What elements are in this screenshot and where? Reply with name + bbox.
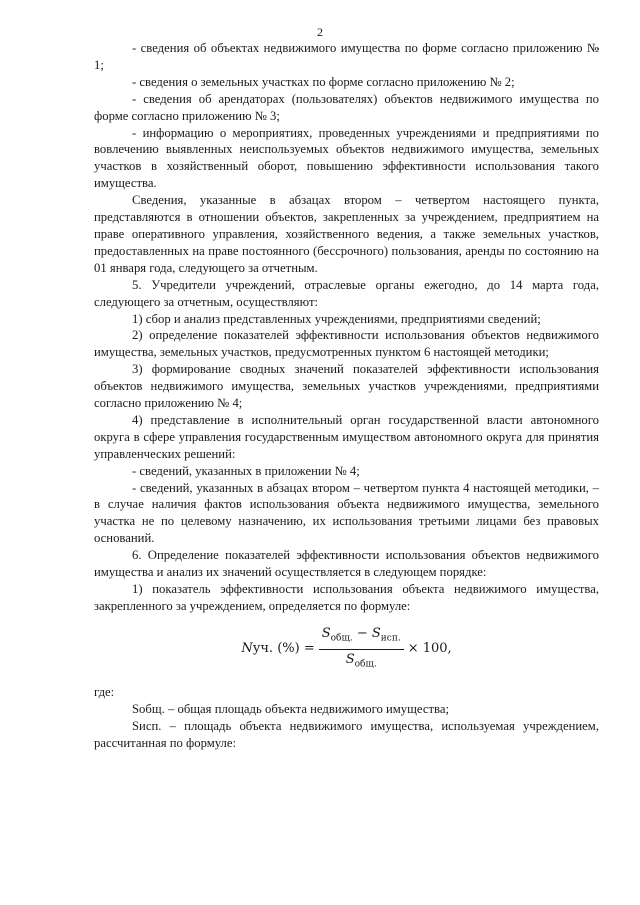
paragraph: - информацию о мероприятиях, проведенных учреждениями и предприятиями по вовлечению выявленных неиспользуемых объектов недвижимого имущества, земельных участков в хозяйственный оборот, повышению эффективности использования такого имущества. (94, 125, 599, 191)
formula-fraction (319, 626, 404, 674)
paragraph: 4) представление в исполнительный орган государственной власти автономного округа в сфере управления государственным имуществом автономного округа для принятия управленческих решений: (94, 412, 599, 461)
document-body (94, 40, 599, 751)
paragraph: - сведений, указанных в приложении № 4; (132, 463, 360, 478)
formula-denominator: $S_{общ.}$ (345, 652, 377, 670)
paragraph: Сведения, указанные в абзацах втором – четвертом настоящего пункта, представляются в отношении объектов, закрепленных за учреждением, предприятием на праве оперативного управления, хозяйственного ведения, а также земельных участков, предоставленных на праве постоянного (бессрочного) пользования, аренды по состоянию на 01 января года, следующего за отчетным. (94, 193, 599, 275)
paragraph: 5. Учредители учреждений, отраслевые органы ежегодно, до 14 марта года, следующего за отчетным, осуществляют: (94, 277, 599, 309)
paragraph: - сведения о земельных участках по форме согласно приложению № 2; (132, 74, 515, 89)
efficiency-formula (94, 626, 599, 674)
definition: Sисп. – площадь объекта недвижимого имущества, используемая учреждением, рассчитанная по формуле: (94, 718, 599, 750)
paragraph: 1) сбор и анализ представленных учреждениями, предприятиями сведений; (132, 311, 541, 326)
formula-numerator: $S_{общ.} - S_{исп.}$ (319, 626, 404, 651)
paragraph: 1) показатель эффективности использования объекта недвижимого имущества, закрепленного за учреждением, определяется по формуле: (94, 582, 599, 613)
definition: Sобщ. – общая площадь объекта недвижимого имущества; (132, 701, 450, 716)
formula-lhs-symbol: N (241, 641, 253, 657)
paragraph: 2) определение показателей эффективности использования объектов недвижимого имущества, земельных участков, предусмотренных пунктом 6 настоящей методики; (94, 328, 599, 360)
paragraph: 3) формирование сводных значений показателей эффективности использования объектов недвижимого имущества, земельных участков учреждениями, предприятиями согласно приложению № 4; (94, 362, 599, 411)
paragraph: 6. Определение показателей эффективности использования объектов недвижимого имущества и анализ их значений осуществляется в следующем порядке: (94, 548, 599, 580)
formula-lhs-rest: уч. (%) = (252, 641, 315, 657)
paragraph: - сведения об объектах недвижимого имущества по форме согласно приложению № 1; (94, 41, 599, 72)
formula-tail: × 100, (407, 641, 452, 657)
page-number: 2 (317, 25, 323, 39)
where-label: где: (94, 684, 115, 699)
paragraph: - сведений, указанных в абзацах втором – четвертом пункта 4 настоящей методики, – в случае наличия фактов использования объекта недвижимого имущества, земельного участка не по целевому назначению, их использования третьими лицами без правовых оснований. (94, 480, 599, 546)
paragraph: - сведения об арендаторах (пользователях) объектов недвижимого имущества по форме согласно приложению № 3; (94, 91, 599, 123)
